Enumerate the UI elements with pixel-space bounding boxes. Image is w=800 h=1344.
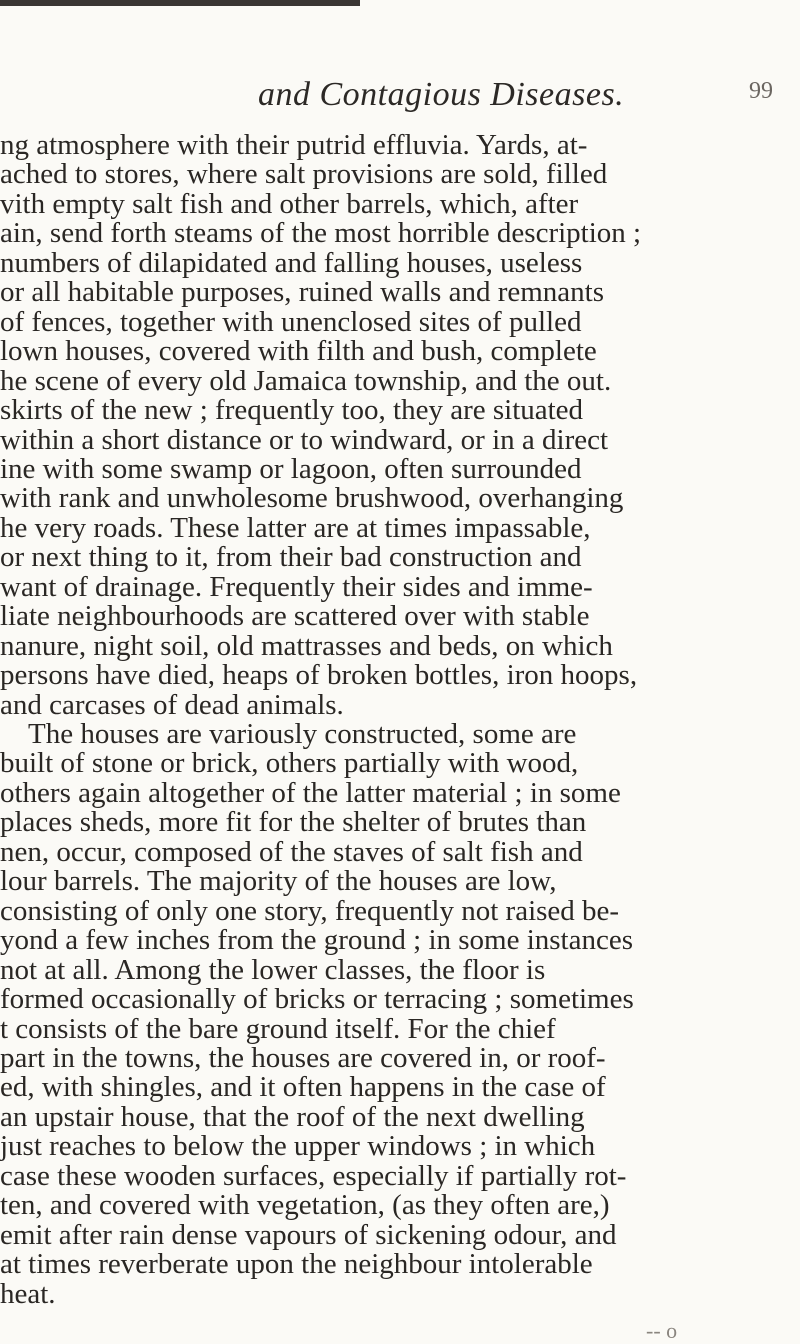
text-line: liate neighbourhoods are scattered over with stable	[0, 600, 590, 633]
text-line: The houses are variously constructed, some are	[28, 718, 577, 750]
text-line: consisting of only one story, frequently not raised be-	[0, 894, 620, 927]
text-line: or all habitable purposes, ruined walls and remnants	[0, 276, 605, 309]
text-line: case these wooden surfaces, especially if partially rot-	[0, 1159, 627, 1192]
text-line: lown houses, covered with filth and bush, complete	[0, 335, 597, 368]
text-line: persons have died, heaps of broken bottles, iron hoops,	[0, 659, 638, 692]
text-line: formed occasionally of bricks or terracing ; sometimes	[0, 983, 634, 1016]
text-line: built of stone or brick, others partially with wood,	[0, 747, 579, 780]
text-line: emit after rain dense vapours of sickening odour, and	[0, 1218, 617, 1251]
text-line: just reaches to below the upper windows ; in which	[0, 1130, 596, 1163]
text-line: nanure, night soil, old mattrasses and beds, on which	[0, 629, 613, 662]
text-line: and carcases of dead animals.	[0, 688, 344, 721]
text-line: ten, and covered with vegetation, (as they often are,)	[0, 1189, 610, 1222]
page-top-edge	[0, 0, 360, 6]
text-line: ached to stores, where salt provisions are sold, filled	[0, 158, 608, 191]
text-line: not at all. Among the lower classes, the floor is	[0, 953, 546, 986]
text-line: of fences, together with unenclosed sites of pulled	[0, 305, 582, 338]
text-line: an upstair house, that the roof of the next dwelling	[0, 1100, 585, 1133]
text-line: at times reverberate upon the neighbour intolerable	[0, 1248, 593, 1281]
footer-signature-mark: -- o	[646, 1318, 678, 1343]
text-line: numbers of dilapidated and falling houses, useless	[0, 246, 583, 279]
text-line: heat.	[0, 1277, 56, 1310]
text-line: ain, send forth steams of the most horrible description ;	[0, 217, 642, 250]
text-line: want of drainage. Frequently their sides and imme-	[0, 570, 593, 603]
text-line: ine with some swamp or lagoon, often surrounded	[0, 452, 582, 485]
text-line: places sheds, more fit for the shelter of brutes than	[0, 806, 587, 839]
text-line: yond a few inches from the ground ; in some instances	[0, 924, 634, 957]
text-line: ed, with shingles, and it often happens in the case of	[0, 1071, 606, 1104]
text-line: or next thing to it, from their bad construction and	[0, 541, 582, 574]
text-line: with rank and unwholesome brushwood, overhanging	[0, 482, 624, 515]
text-line: vith empty salt fish and other barrels, which, after	[0, 187, 579, 220]
text-line: ng atmosphere with their putrid effluvia. Yards, at-	[0, 129, 588, 161]
text-line: skirts of the new ; frequently too, they are situated	[0, 394, 584, 427]
running-head-title: and Contagious Diseases.	[258, 76, 625, 113]
text-line: part in the towns, the houses are covered in, or roof-	[0, 1041, 606, 1074]
text-line: t consists of the bare ground itself. For the chief	[0, 1012, 556, 1045]
page-number: 99	[749, 78, 773, 104]
text-line: he scene of every old Jamaica township, and the out.	[0, 364, 612, 397]
text-line: others again altogether of the latter material ; in some	[0, 776, 621, 809]
text-line: nen, occur, composed of the staves of salt fish and	[0, 835, 583, 868]
text-line: he very roads. These latter are at times impassable,	[0, 511, 591, 544]
text-line: within a short distance or to windward, or in a direct	[0, 423, 609, 456]
running-head	[0, 76, 800, 126]
text-line: lour barrels. The majority of the houses are low,	[0, 865, 557, 898]
